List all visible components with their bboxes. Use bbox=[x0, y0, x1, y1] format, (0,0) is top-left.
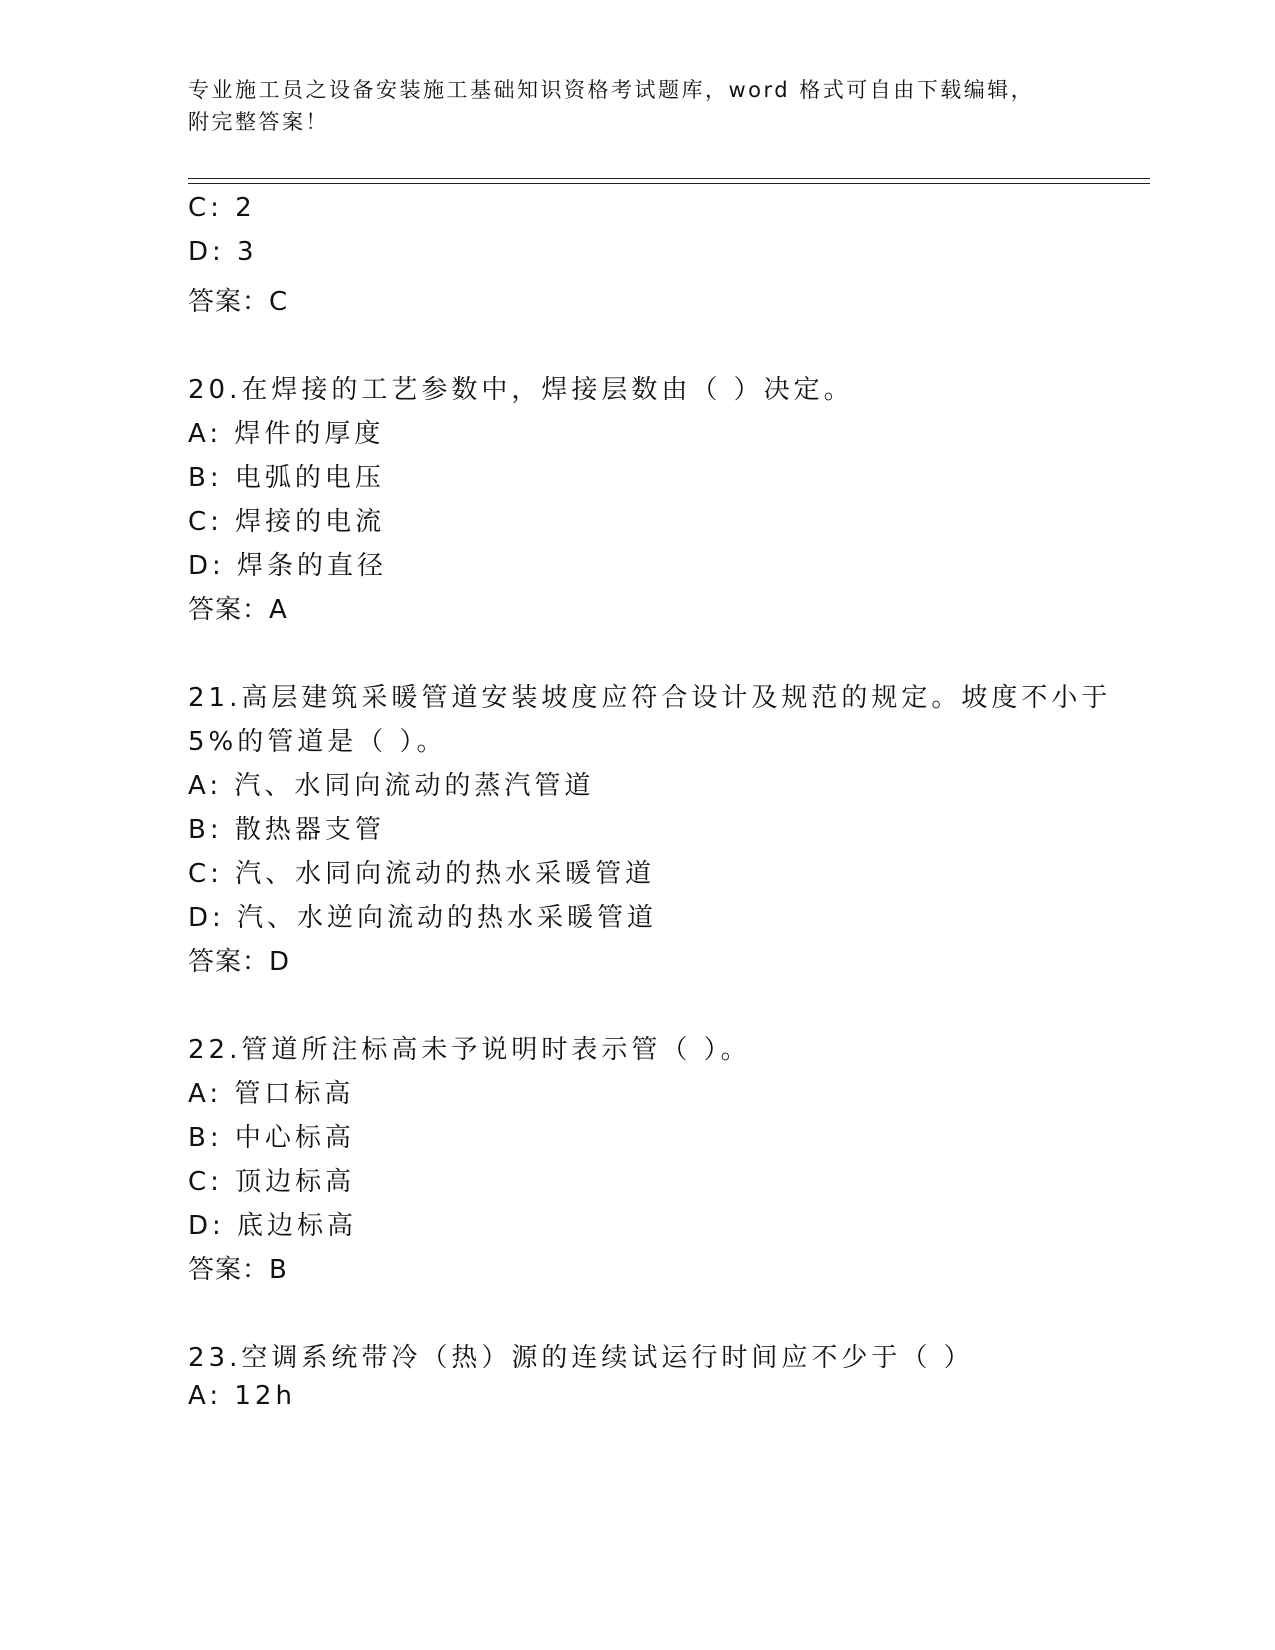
q21-option-d: D: 汽、水逆向流动的热水采暖管道 bbox=[188, 903, 658, 933]
prev-option-c: C: 2 bbox=[188, 193, 256, 223]
header-line-1: 专业施工员之设备安装施工基础知识资格考试题库，word 格式可自由下载编辑， bbox=[188, 78, 1035, 102]
document-header bbox=[188, 74, 1068, 138]
q21-answer: 答案：D bbox=[188, 947, 291, 977]
q20-question: 20.在焊接的工艺参数中，焊接层数由（ ）决定。 bbox=[188, 375, 854, 405]
header-line-2: 附完整答案！ bbox=[188, 110, 329, 134]
q20-option-d: D: 焊条的直径 bbox=[188, 551, 388, 581]
q22-question: 22.管道所注标高未予说明时表示管（ ）。 bbox=[188, 1035, 751, 1065]
q20-option-c: C: 焊接的电流 bbox=[188, 507, 386, 537]
q23-question: 23.空调系统带冷（热）源的连续试运行时间应不少于（ ） bbox=[188, 1343, 974, 1373]
q21-option-c: C: 汽、水同向流动的热水采暖管道 bbox=[188, 859, 656, 889]
q22-option-c: C: 顶边标高 bbox=[188, 1167, 356, 1197]
q21-question-line-1: 21.高层建筑采暖管道安装坡度应符合设计及规范的规定。坡度不小于 bbox=[188, 683, 1112, 713]
q22-answer: 答案：B bbox=[188, 1255, 288, 1285]
header-divider-top bbox=[188, 178, 1150, 179]
q22-option-b: B: 中心标高 bbox=[188, 1123, 355, 1153]
q20-answer: 答案：A bbox=[188, 595, 288, 625]
header-divider-bottom bbox=[188, 183, 1150, 184]
q21-question-line-2: 5%的管道是（ ）。 bbox=[188, 727, 447, 757]
q20-option-a: A: 焊件的厚度 bbox=[188, 419, 385, 449]
prev-option-d: D: 3 bbox=[188, 237, 258, 267]
prev-answer: 答案：C bbox=[188, 287, 289, 317]
q22-option-d: D: 底边标高 bbox=[188, 1211, 358, 1241]
q23-option-a: A: 12h bbox=[188, 1381, 296, 1411]
q21-option-a: A: 汽、水同向流动的蒸汽管道 bbox=[188, 771, 595, 801]
q21-option-b: B: 散热器支管 bbox=[188, 815, 385, 845]
q20-option-b: B: 电弧的电压 bbox=[188, 463, 385, 493]
q22-option-a: A: 管口标高 bbox=[188, 1079, 355, 1109]
